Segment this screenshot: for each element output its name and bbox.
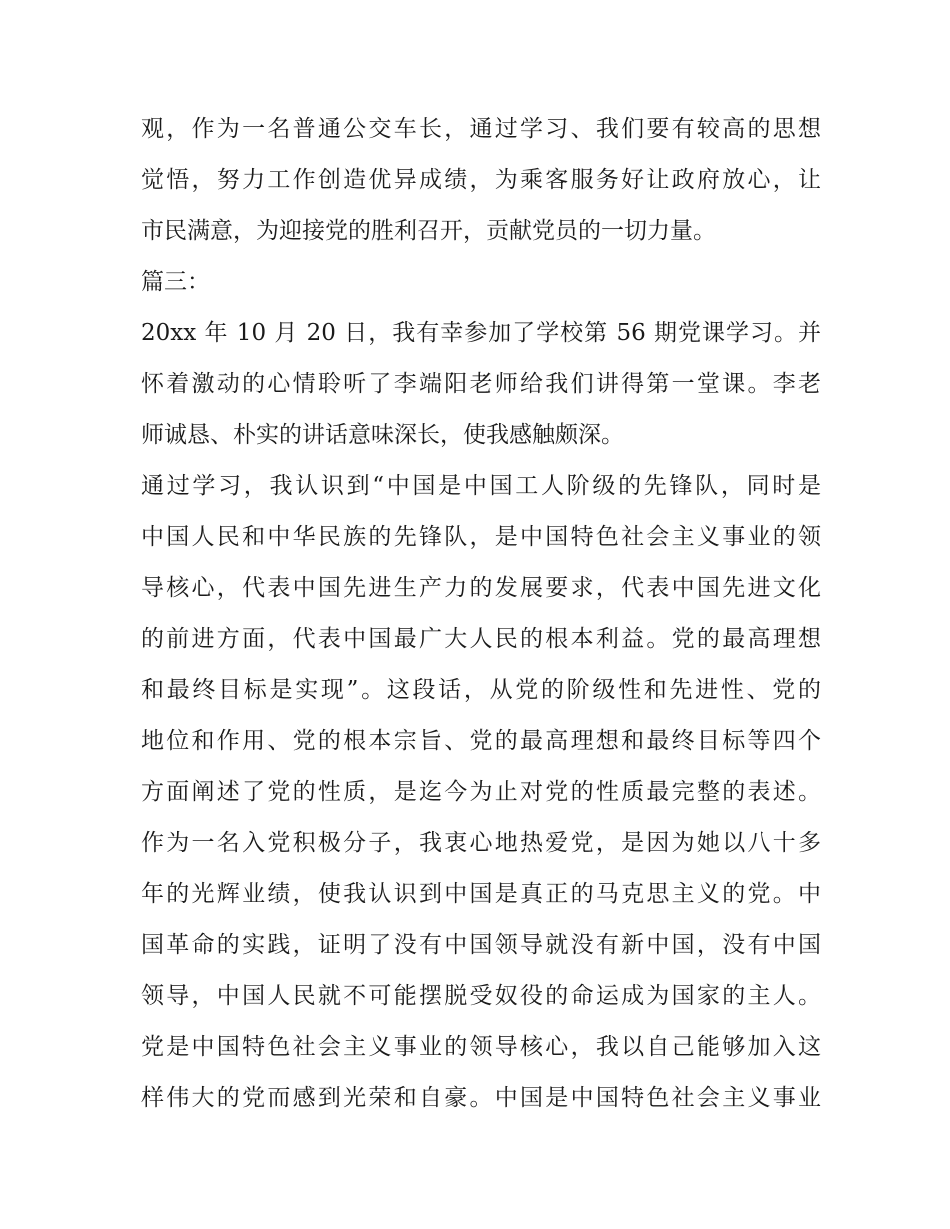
text-line-2: 觉悟，努力工作创造优异成绩，为乘客服务好让政府放心，让 — [141, 167, 821, 193]
text-line-8: 通过学习，我认识到“中国是中国工人阶级的先锋队，同时是 — [141, 473, 821, 499]
text-line-1: 观，作为一名普通公交车长，通过学习、我们要有较高的思想 — [141, 116, 821, 142]
text-line-15: 作为一名入党积极分子，我衷心地热爱党，是因为她以八十多 — [141, 830, 821, 856]
section-heading: 篇三： — [141, 269, 210, 295]
text-line-6: 怀着激动的心情聆听了李端阳老师给我们讲得第一堂课。李老 — [141, 371, 821, 397]
text-line-17: 国革命的实践，证明了没有中国领导就没有新中国，没有中国 — [141, 932, 821, 958]
text-line-11: 的前进方面，代表中国最广大人民的根本利益。党的最高理想 — [141, 626, 821, 652]
text-line-5: 20xx 年 10 月 20 日，我有幸参加了学校第 56 期党课学习。并 — [141, 320, 821, 346]
text-line-14: 方面阐述了党的性质，是迄今为止对党的性质最完整的表述。 — [141, 779, 821, 805]
text-line-3: 市民满意，为迎接党的胜利召开，贡献党员的一切力量。 — [141, 218, 716, 244]
text-line-9: 中国人民和中华民族的先锋队，是中国特色社会主义事业的领 — [141, 524, 821, 550]
text-line-20: 样伟大的党而感到光荣和自豪。中国是中国特色社会主义事业 — [141, 1085, 821, 1111]
text-line-16: 年的光辉业绩，使我认识到中国是真正的马克思主义的党。中 — [141, 881, 821, 907]
text-line-19: 党是中国特色社会主义事业的领导核心，我以自己能够加入这 — [141, 1034, 821, 1060]
text-line-10: 导核心，代表中国先进生产力的发展要求，代表中国先进文化 — [141, 575, 821, 601]
text-line-18: 领导，中国人民就不可能摆脱受奴役的命运成为国家的主人。 — [141, 983, 821, 1009]
text-line-7: 师诚恳、朴实的讲话意味深长，使我感触颇深。 — [141, 422, 624, 448]
text-line-12: 和最终目标是实现”。这段话，从党的阶级性和先进性、党的 — [141, 677, 821, 703]
text-line-13: 地位和作用、党的根本宗旨、党的最高理想和最终目标等四个 — [141, 728, 821, 754]
